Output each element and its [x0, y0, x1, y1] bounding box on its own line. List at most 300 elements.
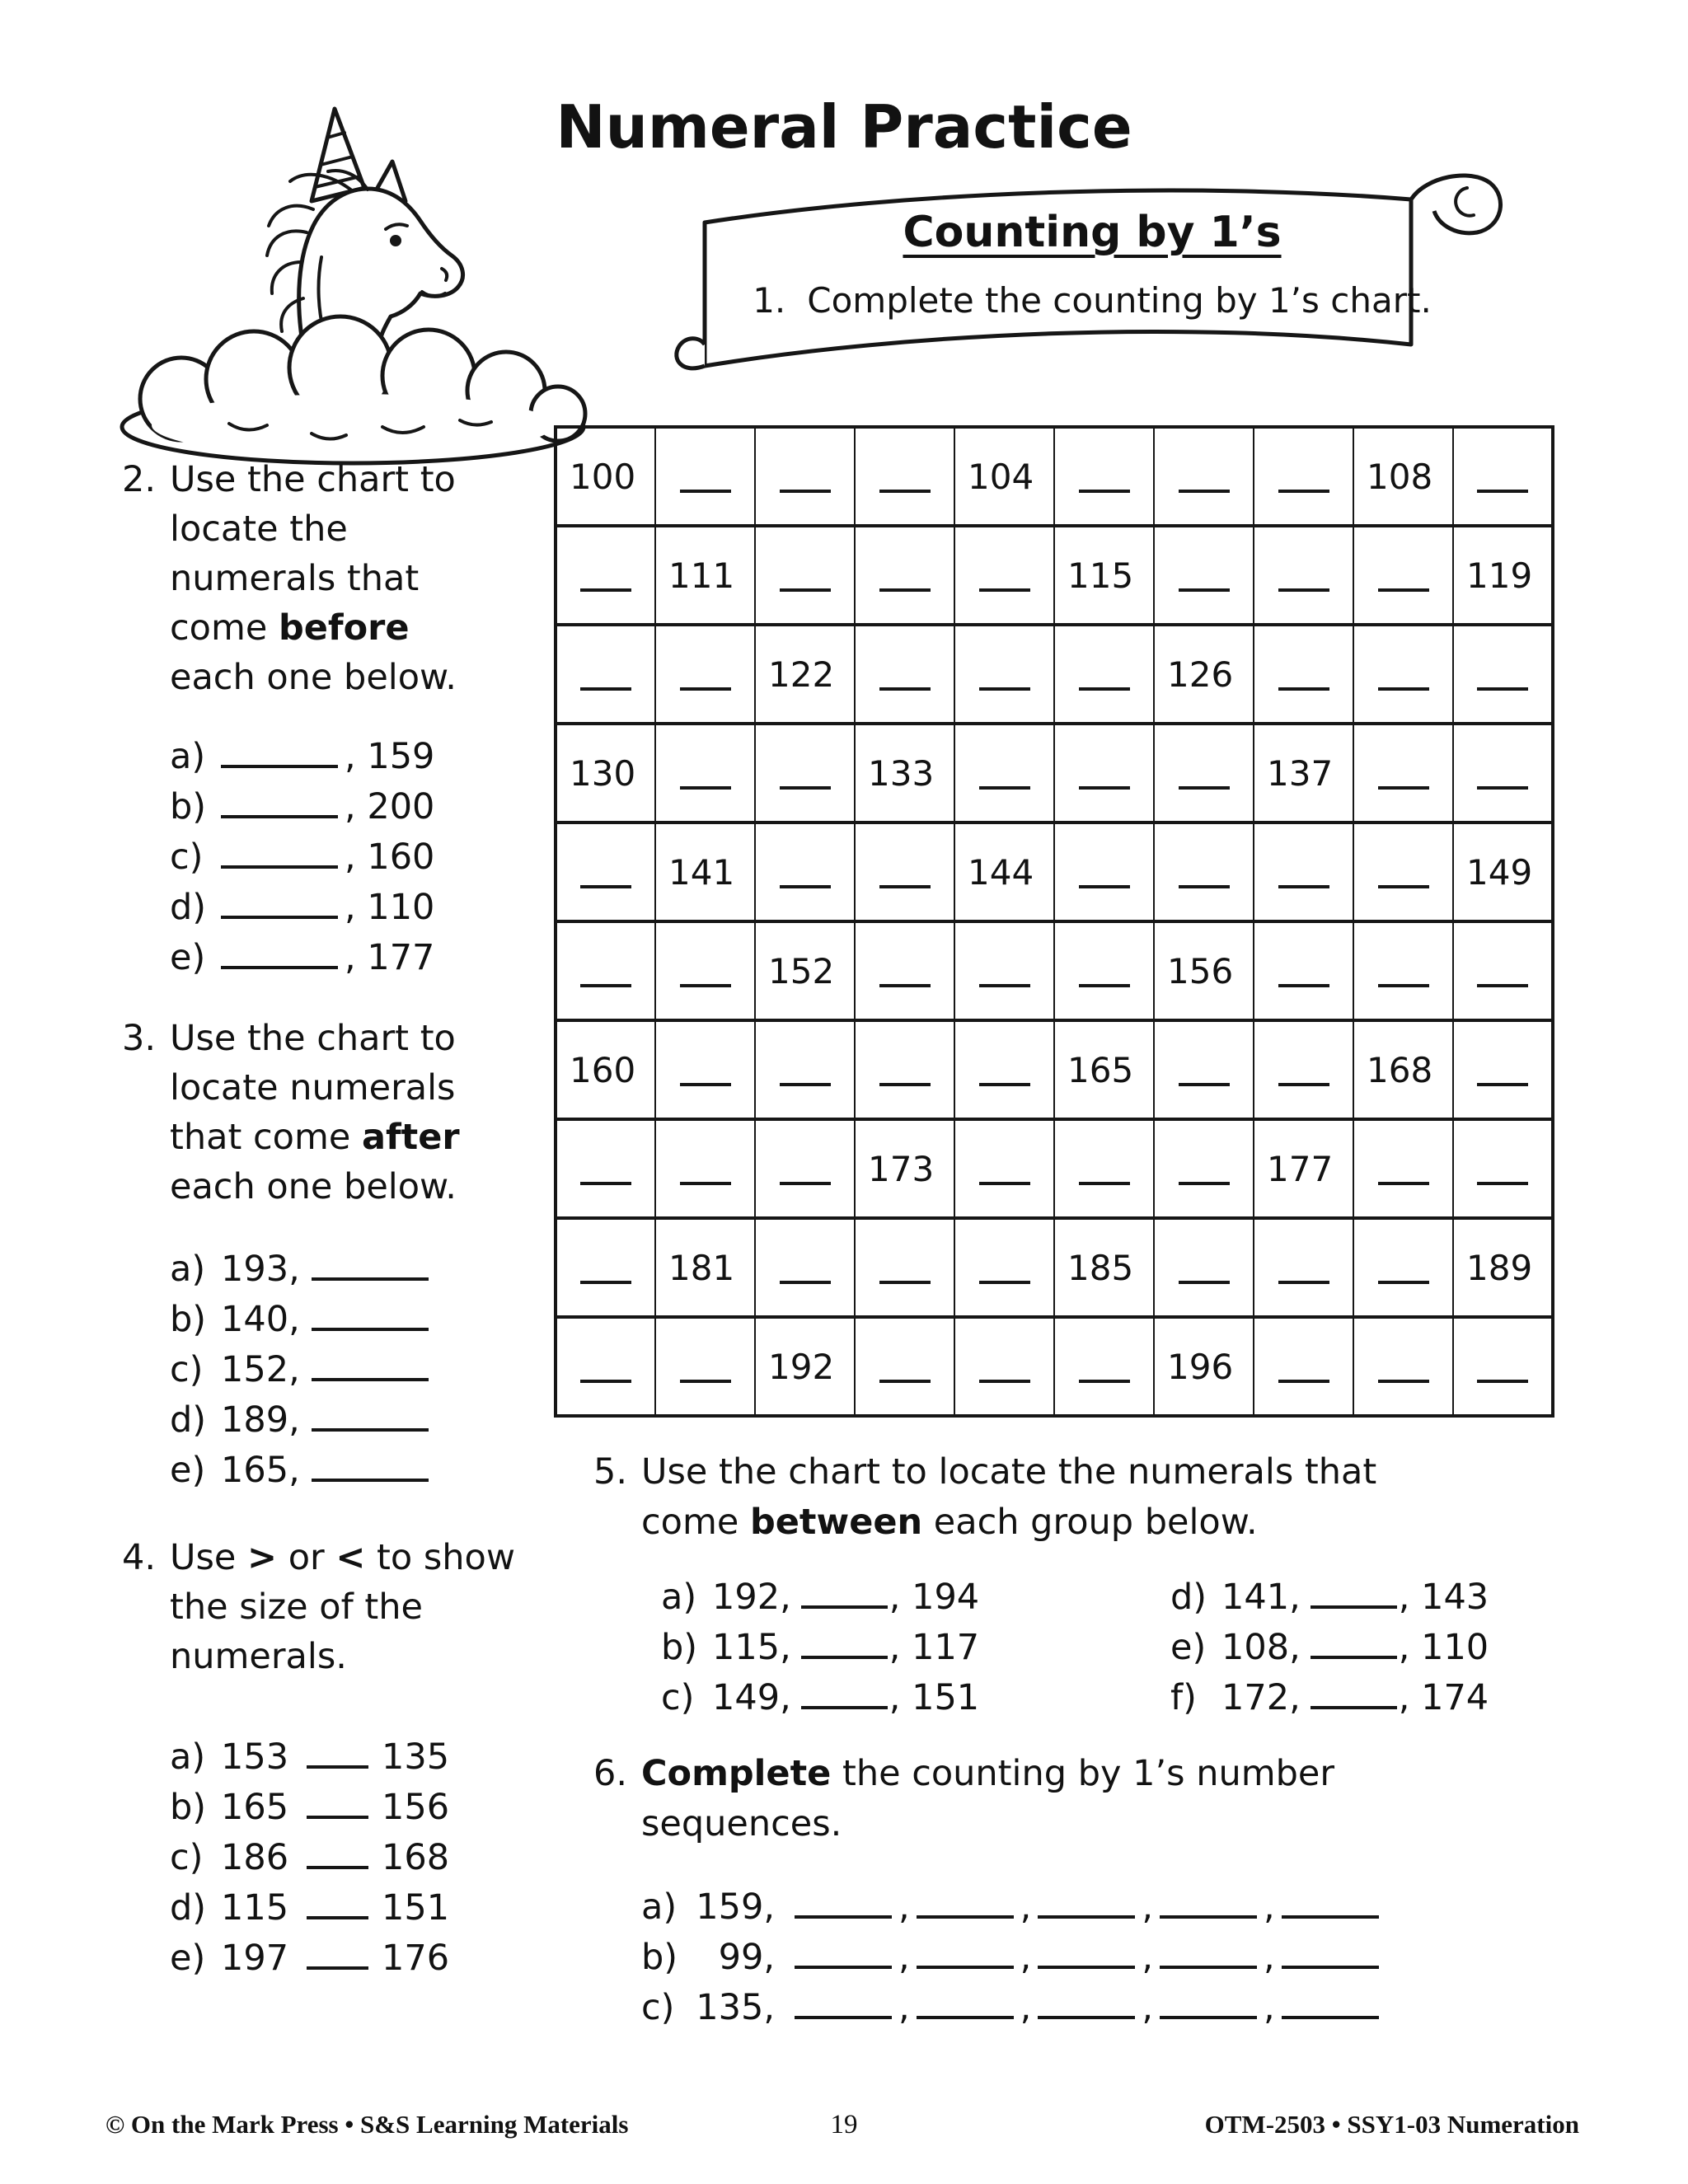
question-number: 6.	[593, 1753, 628, 1794]
comma: ,	[1020, 1937, 1032, 1978]
item-label: b)	[170, 786, 207, 827]
q6-item	[641, 1933, 1386, 1983]
blank-line	[1378, 859, 1429, 888]
chart-cell-blank	[1453, 625, 1553, 724]
item-label: b)	[170, 1299, 207, 1340]
blank-line	[979, 1057, 1030, 1086]
q4-item	[170, 1783, 537, 1833]
unicorn-eye-icon	[390, 235, 401, 246]
blank-line	[1278, 562, 1329, 592]
chart-cell-blank	[1154, 1020, 1254, 1119]
item-value: 165,	[221, 1450, 300, 1491]
question-3-heading	[122, 1014, 491, 1212]
question-3	[122, 1014, 491, 1496]
footer-product-code: OTM-2503 • SSY1-03 Numeration	[1204, 2110, 1579, 2139]
blank-line	[1278, 1254, 1329, 1284]
blank-line	[1477, 958, 1528, 987]
q4-item	[170, 1833, 537, 1883]
question-number: 3.	[122, 1018, 157, 1059]
item-value: , 200	[345, 786, 435, 827]
answer-blank	[917, 2013, 1014, 2019]
blank-line	[1079, 958, 1130, 987]
chart-cell-blank	[1254, 823, 1353, 921]
item-label: c)	[170, 837, 204, 878]
blank-line	[1477, 661, 1528, 691]
right-number: 176	[382, 1938, 450, 1979]
chart-cell-blank	[1453, 921, 1553, 1020]
blank-line	[1079, 859, 1130, 888]
blank-line	[879, 1254, 931, 1284]
blank-line	[580, 1254, 631, 1284]
right-number: 135	[382, 1736, 450, 1778]
text-run: to show the size of the numerals.	[170, 1537, 516, 1677]
chart-cell-blank	[1453, 724, 1553, 823]
answer-blank	[1038, 1912, 1135, 1919]
chart-cell-blank	[1353, 625, 1453, 724]
chart-cell-blank	[556, 1119, 655, 1218]
item-value: 193,	[221, 1249, 300, 1290]
left-number: 115	[221, 1887, 289, 1929]
blank-line	[979, 958, 1030, 987]
chart-cell-blank	[755, 526, 855, 625]
chart-cell-number: 100	[556, 427, 655, 526]
answer-blank	[307, 1913, 368, 1919]
left-number: 153	[221, 1736, 289, 1778]
item-label: a)	[170, 1249, 206, 1290]
answer-blank	[307, 1812, 368, 1819]
chart-cell-blank	[1154, 1119, 1254, 1218]
chart-cell-blank	[1353, 823, 1453, 921]
chart-row	[556, 724, 1553, 823]
answer-blank	[312, 1425, 429, 1432]
item-label: d)	[1170, 1577, 1207, 1618]
blank-line	[1477, 760, 1528, 790]
chart-cell-blank	[1054, 724, 1154, 823]
chart-cell-blank	[855, 625, 954, 724]
item-label: c)	[170, 1349, 204, 1390]
answer-blank	[312, 1375, 429, 1381]
text-run: each one below.	[170, 657, 457, 698]
chart-cell-number: 177	[1254, 1119, 1353, 1218]
chart-cell-blank	[1453, 1119, 1553, 1218]
blank-line	[979, 1254, 1030, 1284]
chart-cell-blank	[1154, 427, 1254, 526]
bold-word: after	[361, 1117, 460, 1158]
sequence-start: 135,	[696, 1987, 775, 2028]
chart-cell-blank	[1054, 1317, 1154, 1416]
blank-line	[580, 1155, 631, 1185]
blank-line	[1477, 1057, 1528, 1086]
q2-item	[170, 832, 468, 883]
chart-cell-blank	[1453, 1020, 1553, 1119]
comma: ,	[1142, 1937, 1154, 1978]
chart-row	[556, 1119, 1553, 1218]
answer-blank	[1160, 1912, 1257, 1919]
unicorn-illustration	[106, 92, 600, 480]
blank-line	[1079, 760, 1130, 790]
chart-cell-blank	[1254, 526, 1353, 625]
answer-blank	[1311, 1602, 1397, 1609]
chart-cell-number: 126	[1154, 625, 1254, 724]
chart-cell-number: 133	[855, 724, 954, 823]
chart-cell-blank	[1154, 724, 1254, 823]
sequence-start: 159,	[696, 1886, 775, 1928]
question-2	[122, 455, 468, 983]
question-4-items	[122, 1732, 537, 1984]
comma: ,	[1264, 1987, 1275, 2028]
chart-cell-blank	[755, 427, 855, 526]
answer-blank	[917, 1962, 1014, 1969]
chart-cell-blank	[1254, 1317, 1353, 1416]
item-label: d)	[170, 1887, 207, 1929]
chart-cell-blank	[1154, 1218, 1254, 1317]
answer-blank	[221, 762, 338, 768]
blank-line	[879, 1353, 931, 1383]
chart-row	[556, 921, 1553, 1020]
text-run: Use the chart to locate the numerals that come	[170, 459, 456, 649]
chart-cell-blank	[1353, 724, 1453, 823]
chart-cell-number: 192	[755, 1317, 855, 1416]
blank-line	[1179, 859, 1230, 888]
left-number: 165	[221, 1787, 289, 1828]
comma: ,	[1264, 1937, 1275, 1978]
right-number: 168	[382, 1837, 450, 1878]
question-5	[593, 1447, 1489, 1723]
bold-word: between	[749, 1502, 923, 1543]
first-number: 172,	[1221, 1677, 1301, 1718]
chart-cell-number: 181	[655, 1218, 755, 1317]
chart-cell-blank	[855, 526, 954, 625]
chart-cell-number: 141	[655, 823, 755, 921]
question-number: 5.	[593, 1451, 628, 1493]
chart-cell-number: 173	[855, 1119, 954, 1218]
second-number: , 143	[1398, 1577, 1489, 1618]
question-4-heading	[122, 1533, 537, 1681]
chart-cell-number: 196	[1154, 1317, 1254, 1416]
question-3-items	[122, 1244, 491, 1496]
q6-item	[641, 1882, 1386, 1933]
answer-blank	[312, 1475, 429, 1482]
chart-cell-blank	[1254, 427, 1353, 526]
chart-cell-blank	[1453, 1317, 1553, 1416]
chart-cell-blank	[556, 526, 655, 625]
blank-line	[1278, 859, 1329, 888]
question-6	[593, 1749, 1386, 2033]
chart-cell-blank	[954, 1218, 1054, 1317]
first-number: 115,	[712, 1627, 791, 1668]
chart-cell-number: 160	[556, 1020, 655, 1119]
item-value: 140,	[221, 1299, 300, 1340]
blank-line	[979, 1353, 1030, 1383]
blank-line	[1179, 463, 1230, 493]
blank-line	[1278, 661, 1329, 691]
answer-blank	[312, 1324, 429, 1331]
blank-line	[680, 1057, 731, 1086]
q3-item	[170, 1244, 491, 1295]
footer-publisher: © On the Mark Press • S&S Learning Materials	[106, 2110, 629, 2139]
first-number: 192,	[712, 1577, 791, 1618]
blank-line	[780, 1254, 831, 1284]
blank-line	[680, 958, 731, 987]
chart-cell-blank	[1453, 427, 1553, 526]
chart-cell-blank	[1054, 427, 1154, 526]
chart-cell-number: 119	[1453, 526, 1553, 625]
comma: ,	[1142, 1886, 1154, 1928]
chart-cell-blank	[655, 1119, 755, 1218]
text-run: Use the chart to locate numerals that come	[170, 1018, 456, 1158]
item-label: e)	[170, 1938, 206, 1979]
chart-cell-blank	[954, 921, 1054, 1020]
item-value: , 159	[345, 736, 435, 777]
blank-line	[879, 562, 931, 592]
q3-item	[170, 1395, 491, 1446]
chart-cell-number: 104	[954, 427, 1054, 526]
blank-line	[1278, 463, 1329, 493]
q2-item	[170, 883, 468, 933]
bold-word: before	[278, 607, 410, 649]
banner	[659, 147, 1550, 406]
blank-line	[879, 859, 931, 888]
blank-line	[979, 661, 1030, 691]
question-5-heading	[593, 1447, 1489, 1548]
blank-line	[680, 1353, 731, 1383]
comma: ,	[898, 1886, 910, 1928]
blank-line	[780, 463, 831, 493]
greater-than-symbol: >	[247, 1537, 278, 1578]
chart-row	[556, 1218, 1553, 1317]
q2-item	[170, 782, 468, 832]
chart-cell-blank	[1353, 1119, 1453, 1218]
blank-line	[1278, 1057, 1329, 1086]
q2-item	[170, 732, 468, 782]
chart-cell-blank	[855, 1020, 954, 1119]
chart-row	[556, 427, 1553, 526]
blank-line	[1378, 1353, 1429, 1383]
blank-line	[979, 760, 1030, 790]
chart-cell-blank	[655, 724, 755, 823]
question-2-heading	[122, 455, 468, 702]
question-text	[170, 1014, 491, 1212]
chart-cell-number: 108	[1353, 427, 1453, 526]
blank-line	[1179, 1057, 1230, 1086]
answer-blank	[221, 862, 338, 869]
answer-blank	[801, 1703, 888, 1709]
question-text	[641, 1447, 1465, 1548]
less-than-symbol: <	[335, 1537, 366, 1578]
question-6-heading	[593, 1749, 1386, 1849]
answer-blank	[307, 1863, 368, 1869]
blank-line	[1477, 1155, 1528, 1185]
q5-item	[1170, 1572, 1489, 1623]
answer-blank	[1282, 1962, 1379, 1969]
answer-blank	[1160, 2013, 1257, 2019]
item-label: a)	[170, 1736, 206, 1778]
q2-item	[170, 933, 468, 983]
blank-line	[780, 562, 831, 592]
q5-item	[1170, 1623, 1489, 1673]
chart-row	[556, 625, 1553, 724]
first-number: 149,	[712, 1677, 791, 1718]
question-text	[170, 1533, 537, 1681]
blank-line	[780, 1155, 831, 1185]
item-label: a)	[170, 736, 206, 777]
q6-item	[641, 1983, 1386, 2033]
chart-cell-number: 137	[1254, 724, 1353, 823]
banner-instruction	[721, 280, 1463, 321]
chart-cell-blank	[954, 625, 1054, 724]
chart-cell-number: 185	[1054, 1218, 1154, 1317]
answer-blank	[1311, 1703, 1397, 1709]
chart-cell-blank	[855, 427, 954, 526]
chart-cell-blank	[655, 1020, 755, 1119]
q5-item	[661, 1673, 1170, 1723]
chart-cell-number: 156	[1154, 921, 1254, 1020]
q5-item	[661, 1572, 1170, 1623]
answer-blank	[221, 812, 338, 818]
chart-cell-blank	[1353, 921, 1453, 1020]
blank-line	[1079, 463, 1130, 493]
second-number: , 174	[1398, 1677, 1489, 1718]
cloud	[122, 316, 585, 463]
first-number: 108,	[1221, 1627, 1301, 1668]
blank-line	[1079, 1155, 1130, 1185]
chart-cell-blank	[1054, 823, 1154, 921]
blank-line	[879, 1057, 931, 1086]
blank-line	[1477, 463, 1528, 493]
blank-line	[1378, 562, 1429, 592]
chart-cell-number: 130	[556, 724, 655, 823]
item-label: c)	[170, 1837, 204, 1878]
chart-row	[556, 823, 1553, 921]
chart-cell-blank	[1353, 1218, 1453, 1317]
q5-item	[1170, 1673, 1489, 1723]
question-number: 4.	[122, 1537, 157, 1578]
chart-cell-blank	[954, 526, 1054, 625]
answer-blank	[312, 1274, 429, 1281]
blank-line	[979, 562, 1030, 592]
blank-line	[1179, 1254, 1230, 1284]
banner-text	[721, 208, 1463, 321]
item-label: d)	[170, 887, 207, 928]
blank-line	[879, 463, 931, 493]
chart-cell-blank	[855, 921, 954, 1020]
blank-line	[879, 661, 931, 691]
chart-cell-blank	[655, 921, 755, 1020]
q3-item	[170, 1345, 491, 1395]
blank-line	[1079, 661, 1130, 691]
comma: ,	[898, 1987, 910, 2028]
chart-cell-number: 189	[1453, 1218, 1553, 1317]
blank-line	[1378, 958, 1429, 987]
chart-row	[556, 1020, 1553, 1119]
item-label: e)	[170, 937, 206, 978]
text-run: the counting by 1’s number sequences.	[641, 1753, 1335, 1844]
comma: ,	[898, 1937, 910, 1978]
answer-blank	[795, 2013, 892, 2019]
page-number: 19	[830, 2110, 858, 2139]
second-number: , 151	[889, 1677, 980, 1718]
second-number: , 110	[1398, 1627, 1489, 1668]
item-label: f)	[1170, 1677, 1197, 1718]
answer-blank	[1160, 1962, 1257, 1969]
item-value: , 110	[345, 887, 435, 928]
chart-cell-blank	[556, 1317, 655, 1416]
chart-cell-blank	[1154, 526, 1254, 625]
question-number: 2.	[122, 459, 157, 500]
unicorn-head	[267, 109, 463, 348]
blank-line	[1378, 760, 1429, 790]
text-run: Use the chart to locate the numerals that come	[641, 1451, 1377, 1543]
chart-cell-blank	[755, 1119, 855, 1218]
item-value: , 177	[345, 937, 435, 978]
sequence-start: 99,	[718, 1937, 775, 1978]
answer-blank	[1282, 2013, 1379, 2019]
question-2-items	[122, 732, 468, 983]
blank-line	[580, 562, 631, 592]
left-number: 197	[221, 1938, 289, 1979]
text-run: each one below.	[170, 1166, 457, 1207]
chart-cell-blank	[655, 427, 755, 526]
chart-cell-blank	[755, 724, 855, 823]
right-number: 156	[382, 1787, 450, 1828]
instruction-text: Complete the counting by 1’s chart.	[807, 280, 1432, 321]
answer-blank	[801, 1602, 888, 1609]
answer-blank	[795, 1912, 892, 1919]
chart-cell-blank	[755, 1020, 855, 1119]
text-run: Use	[170, 1537, 247, 1578]
chart-cell-blank	[855, 1218, 954, 1317]
item-label: b)	[661, 1627, 698, 1668]
chart-cell-blank	[556, 1218, 655, 1317]
blank-line	[780, 760, 831, 790]
answer-blank	[1038, 2013, 1135, 2019]
chart-cell-number: 149	[1453, 823, 1553, 921]
chart-cell-blank	[556, 823, 655, 921]
chart-cell-number: 152	[755, 921, 855, 1020]
chart-cell-blank	[954, 724, 1054, 823]
blank-line	[780, 1057, 831, 1086]
item-label: a)	[661, 1577, 697, 1618]
blank-line	[979, 1155, 1030, 1185]
answer-blank	[1282, 1912, 1379, 1919]
item-label: c)	[641, 1987, 675, 2028]
blank-line	[780, 859, 831, 888]
blank-line	[1378, 1254, 1429, 1284]
comma: ,	[1142, 1987, 1154, 2028]
chart-cell-blank	[954, 1317, 1054, 1416]
bold-word: Complete	[641, 1753, 832, 1794]
q4-item	[170, 1933, 537, 1984]
answer-blank	[307, 1963, 368, 1970]
answer-blank	[917, 1912, 1014, 1919]
counting-chart	[554, 425, 1554, 1418]
question-4	[122, 1533, 537, 1984]
text-run: each group below.	[922, 1502, 1258, 1543]
item-label: a)	[641, 1886, 678, 1928]
left-number: 186	[221, 1837, 289, 1878]
chart-cell-blank	[1054, 625, 1154, 724]
answer-blank	[221, 963, 338, 969]
chart-cell-number: 165	[1054, 1020, 1154, 1119]
chart-cell-number: 168	[1353, 1020, 1453, 1119]
chart-row	[556, 1317, 1553, 1416]
chart-cell-blank	[1254, 1020, 1353, 1119]
question-5-items	[593, 1572, 1489, 1723]
blank-line	[680, 1155, 731, 1185]
item-label: b)	[641, 1937, 678, 1978]
question-text	[641, 1749, 1383, 1849]
chart-cell-number: 115	[1054, 526, 1154, 625]
